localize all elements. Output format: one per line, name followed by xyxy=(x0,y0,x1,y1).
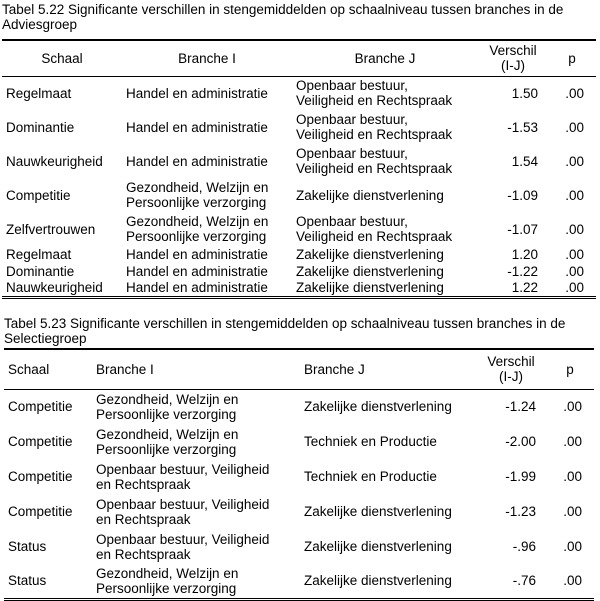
header-branche-j: Branche J xyxy=(304,361,365,377)
cell-p: .00 xyxy=(563,434,582,449)
cell-verschil: -1.53 xyxy=(507,119,538,135)
cell-branche-j xyxy=(292,212,478,246)
cell-branche-i xyxy=(122,212,292,246)
cell-p: .00 xyxy=(563,504,582,519)
cell-verschil: 1.54 xyxy=(511,153,538,169)
table-row xyxy=(2,280,596,297)
cell-branche-i-line: Persoonlijke verzorging xyxy=(126,195,267,210)
cell-branche-j: Techniek en Productie xyxy=(304,469,437,484)
cell-p: .00 xyxy=(565,153,584,169)
table-header-row xyxy=(4,349,594,389)
header-schaal: Schaal xyxy=(41,50,83,66)
table-row xyxy=(4,389,594,424)
cell-schaal: Nauwkeurigheid xyxy=(6,280,103,296)
cell-branche-i-line: Gezondheid, Welzijn en xyxy=(126,214,269,229)
cell-p: .00 xyxy=(565,187,584,203)
cell-verschil: 1.20 xyxy=(511,247,538,262)
cell-branche-i-line: Openbaar bestuur, Veiligheid xyxy=(96,531,270,547)
cell-schaal: Regelmaat xyxy=(6,247,72,262)
cell-branche-j: Zakelijke dienstverlening xyxy=(296,187,444,203)
table-row xyxy=(2,144,596,178)
table-row xyxy=(2,110,596,144)
cell-verschil: 1.22 xyxy=(511,280,538,296)
header-verschil-sub: (I-J) xyxy=(499,369,523,385)
cell-p: .00 xyxy=(563,573,582,589)
cell-branche-j-line: Veiligheid en Rechtspraak xyxy=(296,127,453,142)
table-row xyxy=(4,424,594,459)
table-row xyxy=(2,76,596,110)
table-row xyxy=(4,564,594,599)
cell-branche-j-line: Openbaar bestuur, xyxy=(296,214,408,229)
cell-verschil: 1.50 xyxy=(511,85,538,101)
cell-branche-j: Zakelijke dienstverlening xyxy=(296,280,444,296)
cell-branche-i: Handel en administratie xyxy=(126,85,268,101)
table-row xyxy=(2,212,596,246)
cell-p: .00 xyxy=(563,539,582,554)
cell-branche-j: Zakelijke dienstverlening xyxy=(304,539,452,554)
cell-branche-i xyxy=(92,389,300,424)
cell-branche-i-line: en Rechtspraak xyxy=(96,476,191,492)
cell-branche-j-line: Openbaar bestuur, xyxy=(296,78,408,94)
cell-branche-j-line: Veiligheid en Rechtspraak xyxy=(296,93,453,109)
cell-branche-j: Zakelijke dienstverlening xyxy=(304,504,452,519)
cell-branche-i-line: en Rechtspraak xyxy=(96,546,191,562)
cell-branche-i-line: Persoonlijke verzorging xyxy=(96,580,237,596)
cell-branche-j-line: Veiligheid en Rechtspraak xyxy=(296,161,453,176)
cell-schaal: Zelfvertrouwen xyxy=(6,221,96,237)
header-branche-i: Branche I xyxy=(96,361,154,377)
header-schaal: Schaal xyxy=(8,361,50,377)
cell-branche-i: Handel en administratie xyxy=(126,280,268,296)
cell-schaal: Nauwkeurigheid xyxy=(6,153,103,169)
cell-branche-i xyxy=(92,494,300,529)
cell-p: .00 xyxy=(565,264,584,279)
cell-branche-j: Zakelijke dienstverlening xyxy=(304,573,452,589)
header-p: p xyxy=(566,361,574,377)
table-row xyxy=(2,263,596,280)
cell-branche-i-line: Persoonlijke verzorging xyxy=(96,406,237,422)
cell-branche-i xyxy=(92,459,300,494)
cell-schaal: Competitie xyxy=(8,469,73,484)
cell-branche-i xyxy=(92,424,300,459)
cell-verschil: -1.24 xyxy=(505,399,536,415)
cell-verschil: -1.22 xyxy=(507,264,538,279)
table-5-22 xyxy=(2,39,596,299)
header-verschil-label: Verschil xyxy=(487,354,535,370)
cell-schaal: Status xyxy=(8,573,47,589)
cell-branche-i-line: Persoonlijke verzorging xyxy=(126,229,267,244)
table-row xyxy=(2,178,596,212)
cell-branche-i-line: Openbaar bestuur, Veiligheid xyxy=(96,461,270,477)
cell-branche-i xyxy=(122,178,292,212)
cell-branche-i-line: en Rechtspraak xyxy=(96,511,191,527)
cell-branche-j xyxy=(292,76,478,110)
cell-schaal: Competitie xyxy=(8,504,73,519)
table-5-23-caption: Tabel 5.23 Significante verschillen in stengemiddelden op schaalniveau tussen branches in de Selectiegroep xyxy=(4,316,566,346)
cell-schaal: Competitie xyxy=(8,434,73,449)
cell-schaal: Status xyxy=(8,539,47,554)
table-5-23 xyxy=(4,348,594,601)
header-verschil-label: Verschil xyxy=(489,43,537,59)
cell-branche-i xyxy=(92,564,300,599)
cell-schaal: Dominantie xyxy=(6,264,75,279)
cell-p: .00 xyxy=(565,119,584,135)
cell-branche-i-line: Openbaar bestuur, Veiligheid xyxy=(96,496,270,512)
cell-schaal: Competitie xyxy=(6,187,71,203)
cell-branche-j xyxy=(292,110,478,144)
header-verschil-sub: (I-J) xyxy=(501,58,525,74)
cell-schaal: Competitie xyxy=(8,399,73,415)
cell-schaal: Regelmaat xyxy=(6,85,72,101)
cell-branche-j: Zakelijke dienstverlening xyxy=(304,399,452,415)
table-row xyxy=(4,529,594,564)
cell-p: .00 xyxy=(565,221,584,237)
cell-branche-j-line: Veiligheid en Rechtspraak xyxy=(296,229,453,244)
cell-branche-i-line: Gezondheid, Welzijn en xyxy=(96,391,239,407)
cell-p: .00 xyxy=(565,280,584,296)
table-row xyxy=(4,494,594,529)
cell-p: .00 xyxy=(563,469,582,484)
header-p: p xyxy=(568,50,576,66)
cell-verschil: -1.07 xyxy=(507,221,538,237)
table-header-row xyxy=(2,40,596,76)
cell-verschil: -2.00 xyxy=(505,434,536,449)
table-row xyxy=(4,459,594,494)
table-row xyxy=(2,246,596,263)
cell-verschil: -1.99 xyxy=(505,469,536,484)
cell-p: .00 xyxy=(565,85,584,101)
header-verschil xyxy=(476,349,546,389)
cell-verschil: -.96 xyxy=(512,539,536,554)
cell-branche-i-line: Gezondheid, Welzijn en xyxy=(126,180,269,195)
cell-branche-j-line: Openbaar bestuur, xyxy=(296,112,408,127)
cell-p: .00 xyxy=(565,247,584,262)
cell-branche-i: Handel en administratie xyxy=(126,247,268,262)
cell-p: .00 xyxy=(563,399,582,415)
cell-branche-j xyxy=(292,144,478,178)
cell-branche-i-line: Persoonlijke verzorging xyxy=(96,441,237,457)
header-branche-j: Branche J xyxy=(354,50,416,66)
table-5-22-caption: Tabel 5.22 Significante verschillen in stengemiddelden op schaalniveau tussen branches in de Adviesgroep xyxy=(2,2,564,32)
cell-branche-i xyxy=(92,529,300,564)
cell-branche-j-line: Openbaar bestuur, xyxy=(296,146,408,161)
cell-branche-i: Handel en administratie xyxy=(126,119,268,135)
cell-verschil: -1.23 xyxy=(505,504,536,519)
cell-branche-i: Handel en administratie xyxy=(126,153,268,169)
cell-verschil: -.76 xyxy=(512,573,536,589)
header-verschil xyxy=(478,40,548,76)
cell-branche-j: Zakelijke dienstverlening xyxy=(296,264,444,279)
cell-branche-i-line: Gezondheid, Welzijn en xyxy=(96,426,239,442)
cell-branche-j: Zakelijke dienstverlening xyxy=(296,247,444,262)
header-branche-i: Branche I xyxy=(178,50,236,66)
cell-branche-i-line: Gezondheid, Welzijn en xyxy=(96,565,239,581)
cell-branche-j: Techniek en Productie xyxy=(304,434,437,449)
cell-branche-i: Handel en administratie xyxy=(126,264,268,279)
cell-verschil: -1.09 xyxy=(507,187,538,203)
cell-schaal: Dominantie xyxy=(6,119,75,135)
